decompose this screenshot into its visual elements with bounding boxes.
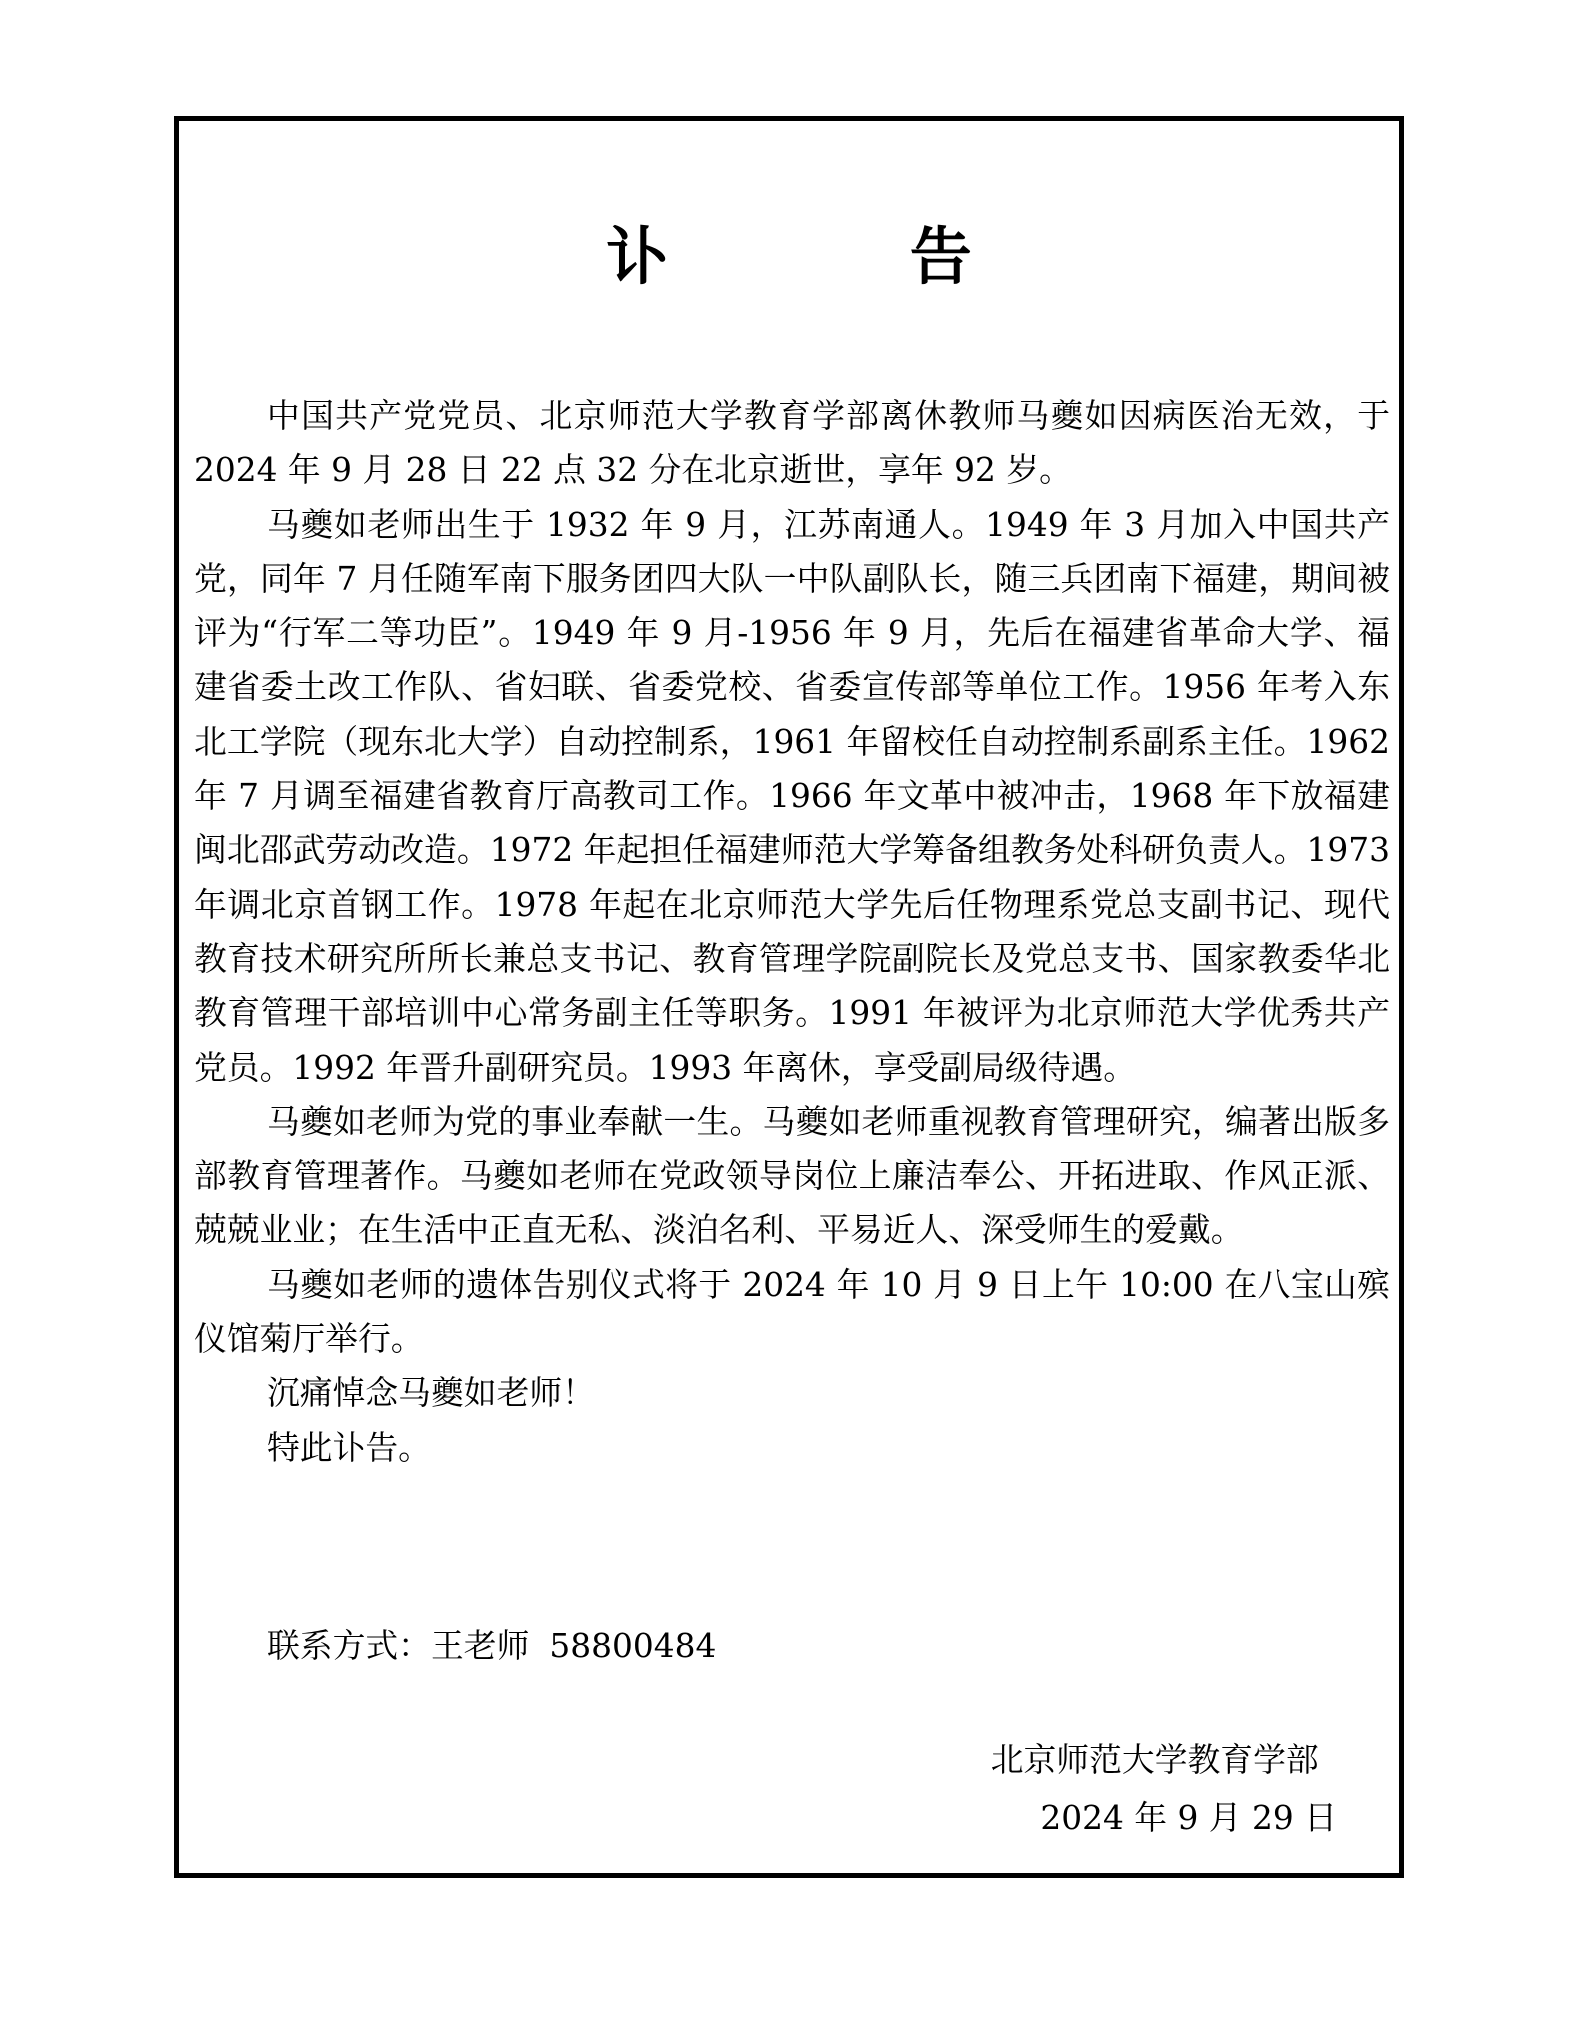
contact-info bbox=[267, 1619, 716, 1673]
signature-block bbox=[972, 1731, 1337, 1847]
contact-phone: 58800484 bbox=[549, 1627, 717, 1665]
paragraph-closing: 特此讣告。 bbox=[267, 1428, 431, 1467]
contact-label: 联系方式：王老师 bbox=[267, 1627, 530, 1665]
paragraph-death-announcement: 中国共产党党员、北京师范大学教育学部离休教师马夔如因病医治无效，于 2024 年 9 月 28 日 22 点 32 分在北京逝世，享年 92 岁。 bbox=[194, 397, 1390, 490]
paragraph-biography: 马夔如老师出生于 1932 年 9 月，江苏南通人。1949 年 3 月加入中国共产党，同年 7 月任随军南下服务团四大队一中队副队长，随三兵团南下福建，期间被评为“行军二等功臣”。1949 年 9 月-1956 年 9 月，先后在福建省革命大学、福建省委土改工作队、省妇联、省委党校、省委宣传部等单位工作。1956 年考入东北工学院（现东北大学）自动控制系，1961 年留校任自动控制系副系主任。1962 年 7 月调至福建省教育厅高教司工作。1966 年文革中被冲击，1968 年下放福建闽北邵武劳动改造。1972 年起担任福建师范大学筹备组教务处科研负责人。1973 年调北京首钢工作。1978 年起在北京师范大学先后任物理系党总支副书记、现代教育技术研究所所长兼总支书记、教育管理学院副院长及党总支书、国家教委华北教育管理干部培训中心常务副主任等职务。1991 年被评为北京师范大学优秀共产党员。1992 年晋升副研究员。1993 年离休，享受副局级待遇。 bbox=[194, 505, 1390, 1087]
paragraph-mourning: 沉痛悼念马夔如老师！ bbox=[267, 1374, 595, 1413]
notice-body bbox=[194, 389, 1390, 1475]
paragraph-tribute: 马夔如老师为党的事业奉献一生。马夔如老师重视教育管理研究，编著出版多部教育管理著作。马夔如老师在党政领导岗位上廉洁奉公、开拓进取、作风正派、兢兢业业；在生活中正直无私、淡泊名利、平易近人、深受师生的爱戴。 bbox=[194, 1102, 1390, 1250]
notice-title: 讣 告 bbox=[606, 220, 1082, 293]
paragraph-farewell-ceremony: 马夔如老师的遗体告别仪式将于 2024 年 10 月 9 日上午 10:00 在八宝山殡仪馆菊厅举行。 bbox=[194, 1265, 1390, 1359]
obituary-frame bbox=[174, 116, 1404, 1878]
signature-date: 2024 年 9 月 29 日 bbox=[1040, 1799, 1337, 1837]
signature-organization: 北京师范大学教育学部 bbox=[990, 1741, 1319, 1779]
